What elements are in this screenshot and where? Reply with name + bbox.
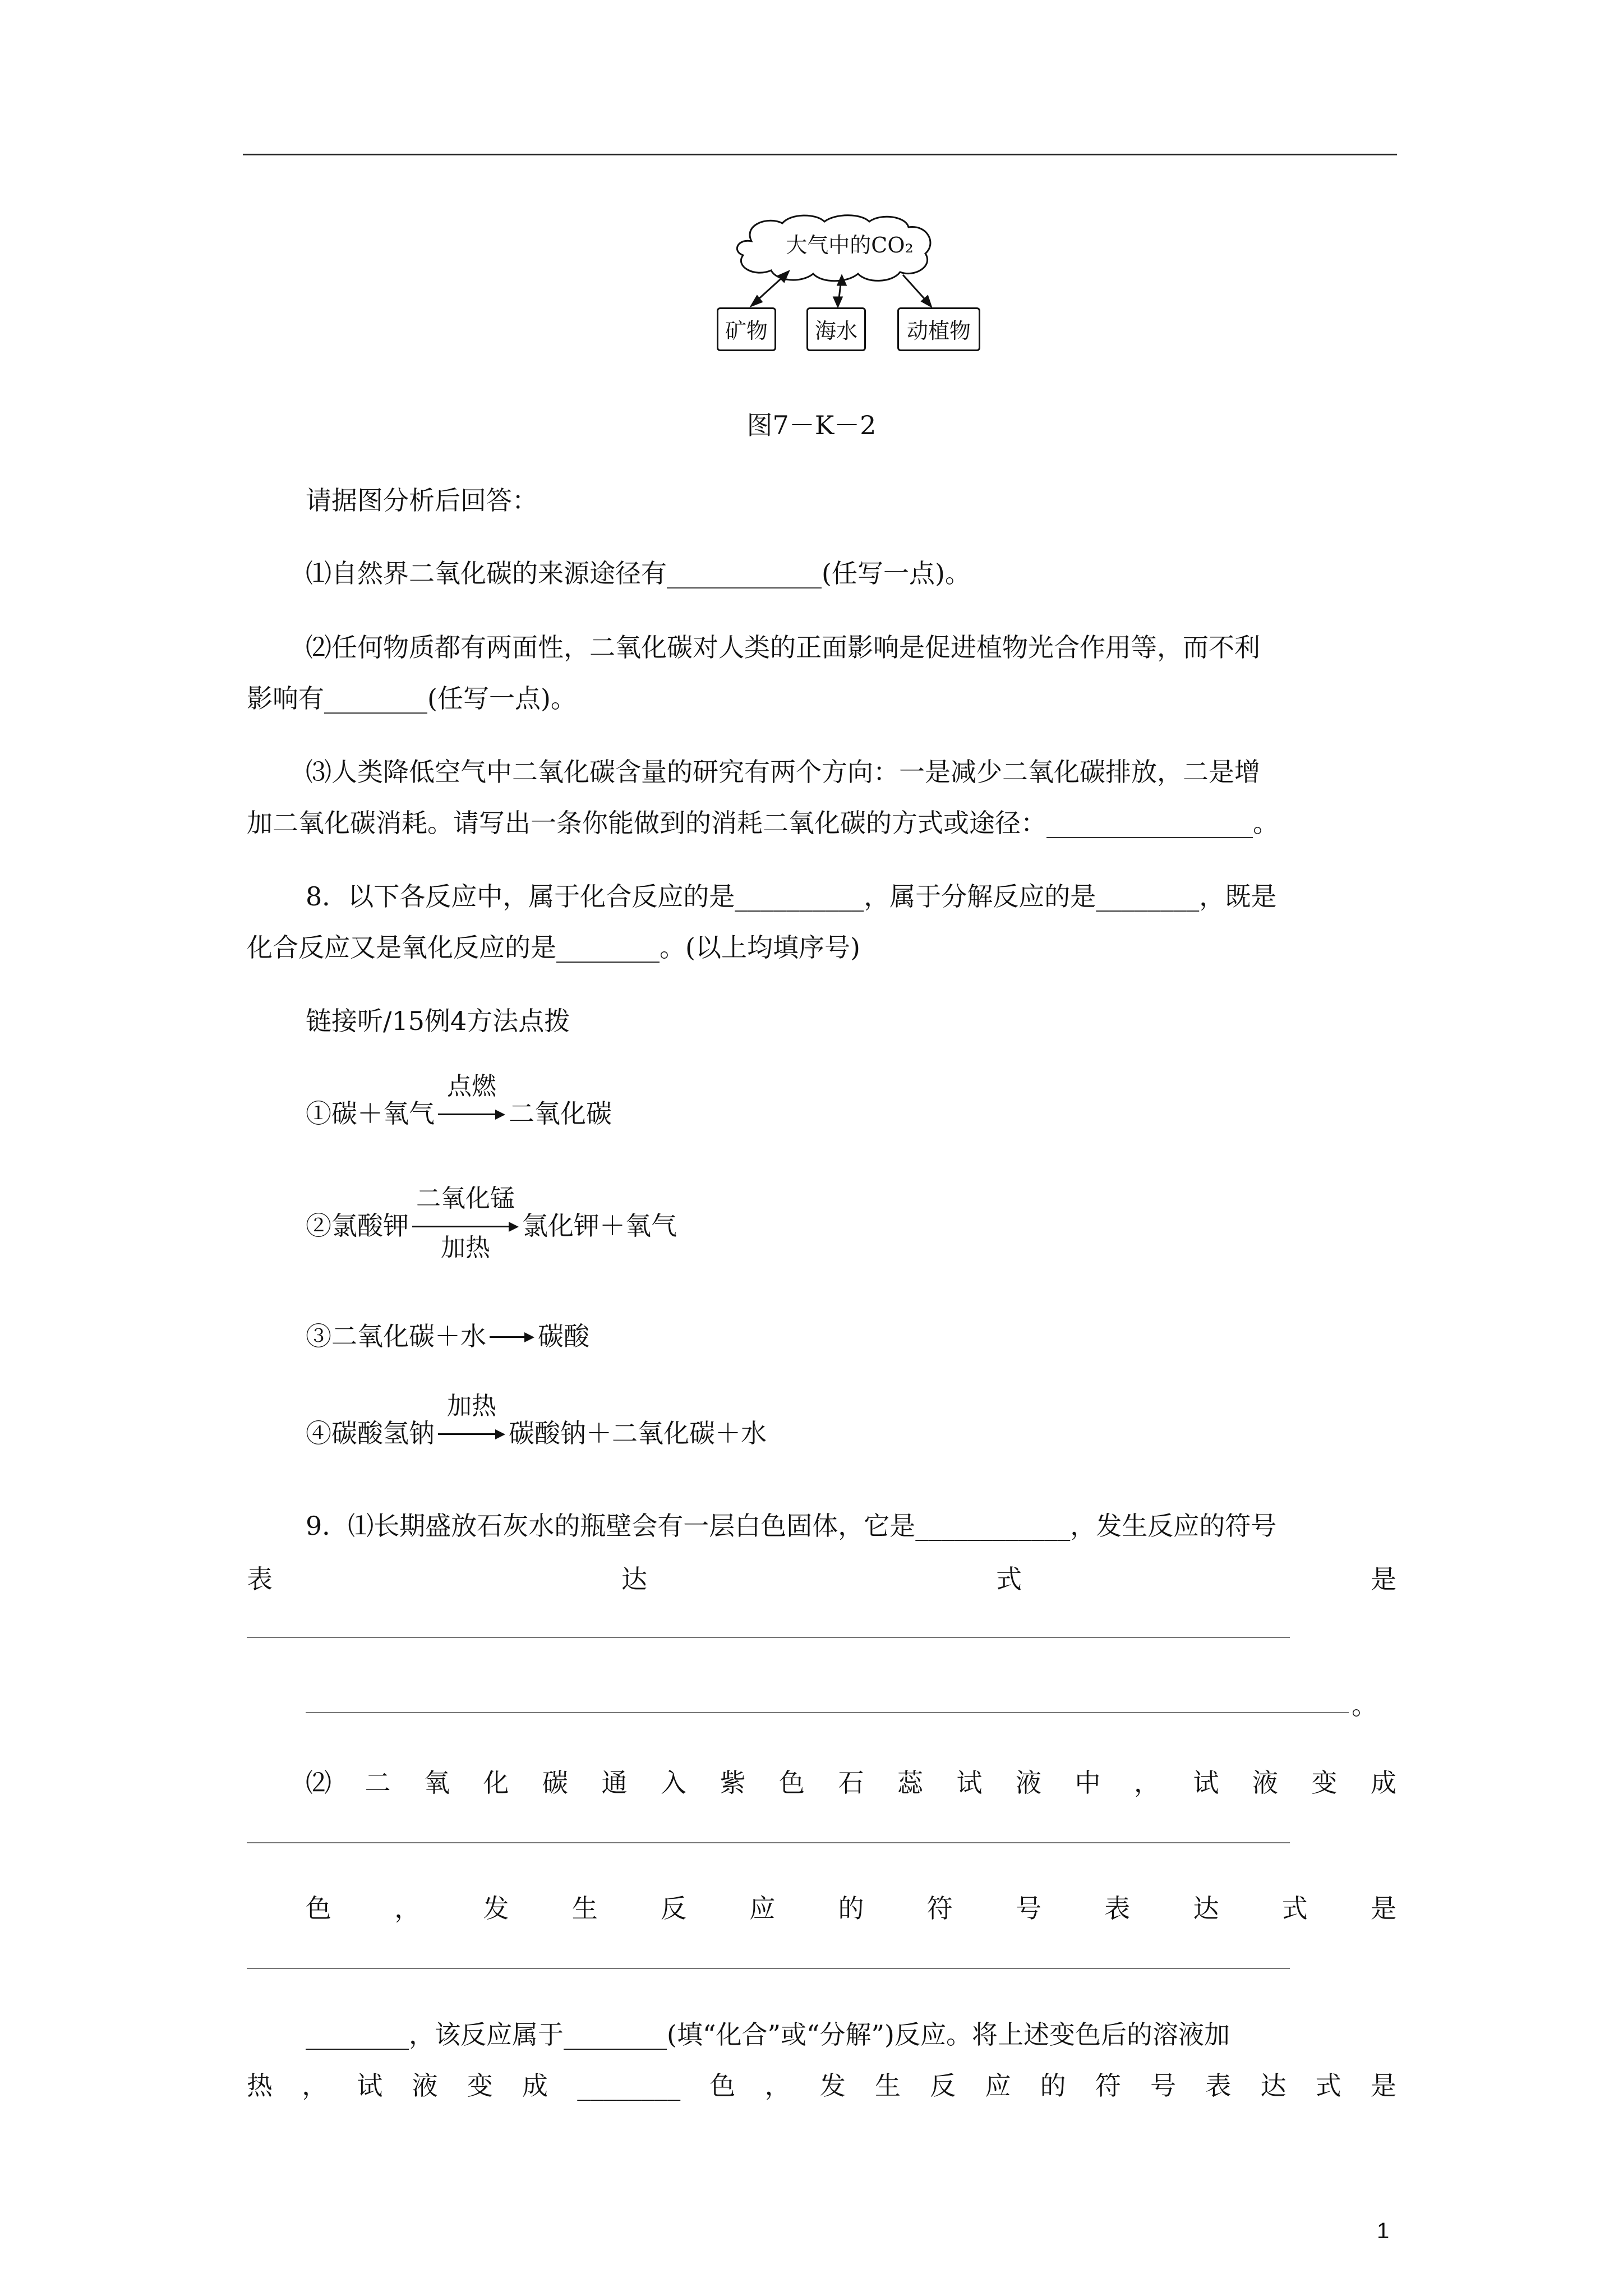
spread-char: 发	[819, 2070, 846, 2101]
diagram-box-seawater: 海水	[806, 307, 866, 351]
header-rule	[243, 154, 1397, 155]
q7-part2-line1: ⑵任何物质都有两面性，二氧化碳对人类的正面影响是促进植物光合作用等，而不利	[306, 632, 1260, 662]
q7-part3-line2: 加二氧化碳消耗。请写出一条你能做到的消耗二氧化碳的方式或途径：________________。	[247, 808, 1279, 838]
spread-char: 达	[621, 1564, 647, 1594]
spread-char: 生	[571, 1893, 598, 1924]
spread-char: 符	[926, 1893, 953, 1924]
reaction-left: ①碳＋氧气	[306, 1098, 435, 1129]
q7-part2-line2: 影响有________(任写一点)。	[247, 683, 577, 714]
spread-char: 生	[875, 2070, 901, 2101]
spread-char: 液	[1252, 1768, 1278, 1798]
diagram-center-label: 大气中的CO₂	[786, 233, 914, 257]
answer-blank-line	[247, 1842, 1290, 1843]
spread-char: 的	[838, 1893, 864, 1924]
reaction-right: 碳酸钠＋二氧化碳＋水	[509, 1418, 767, 1448]
spread-char: 液	[412, 2070, 438, 2101]
diagram-box-mineral: 矿物	[717, 307, 776, 351]
diagram-box-organisms: 动植物	[897, 307, 980, 351]
spread-char: 液	[1016, 1768, 1041, 1798]
spread-char: 是	[1371, 1564, 1396, 1594]
spread-char: 反	[661, 1893, 686, 1924]
page-number: 1	[1377, 2219, 1390, 2243]
figure-caption: 图7－K－2	[746, 410, 877, 440]
reaction-condition: 点燃	[447, 1072, 496, 1101]
spread-char: 氧	[424, 1768, 450, 1798]
q8-line1: 8．以下各反应中，属于化合反应的是__________，属于分解反应的是________，既是	[306, 881, 1277, 912]
spread-char: 蕊	[897, 1768, 923, 1798]
reaction-4	[306, 1392, 767, 1450]
spread-char: 紫	[720, 1768, 746, 1798]
spread-char: 入	[661, 1768, 686, 1798]
spread-char: 式	[1281, 1893, 1308, 1924]
spread-char: 色	[306, 1893, 331, 1924]
spread-char: 是	[1371, 1893, 1396, 1924]
spread-char: 反	[930, 2070, 956, 2101]
reaction-left: ④碳酸氢钠	[306, 1418, 435, 1448]
spread-char: 试	[956, 1768, 983, 1798]
reaction-right: 二氧化碳	[509, 1098, 612, 1129]
answer-blank-line	[247, 1637, 1290, 1638]
spread-char: 应	[985, 2070, 1011, 2101]
spread-char: 的	[1040, 2070, 1066, 2101]
spread-char: 符	[1095, 2070, 1121, 2101]
reaction-1	[306, 1072, 612, 1130]
spread-char: 二	[365, 1768, 391, 1798]
q8-link: 链接听/15例4方法点拨	[306, 1006, 570, 1036]
spread-char: 试	[1193, 1768, 1219, 1798]
reaction-condition: 加热	[447, 1392, 496, 1420]
spread-char: 碳	[542, 1768, 568, 1798]
q9-line1: 9．⑴长期盛放石灰水的瓶壁会有一层白色固体，它是____________，发生反应的符号	[306, 1511, 1277, 1541]
reaction-arrow	[438, 1072, 505, 1130]
answer-blank-line	[306, 1712, 1349, 1713]
q9-line2	[247, 1562, 1396, 1596]
q7-part1: ⑴自然界二氧化碳的来源途径有____________(任写一点)。	[306, 558, 971, 588]
reaction-condition: 加热	[441, 1234, 490, 1262]
spread-char: 中	[1075, 1768, 1101, 1798]
reaction-arrow	[438, 1392, 505, 1450]
intro-text: 请据图分析后回答：	[306, 485, 538, 516]
spread-char: 达	[1193, 1893, 1219, 1924]
spread-char: 化	[483, 1768, 509, 1798]
spread-char: 试	[357, 2070, 383, 2101]
spread-char: ________	[577, 2070, 681, 2101]
reaction-arrow	[412, 1184, 519, 1262]
spread-char: 成	[522, 2070, 548, 2101]
spread-char: 石	[838, 1768, 864, 1798]
q9-part2-line2	[306, 1892, 1396, 1925]
q9-part2-line1	[306, 1766, 1396, 1800]
spread-char: ，	[302, 2070, 328, 2101]
spread-char: 表	[1205, 2070, 1232, 2101]
reaction-3	[306, 1319, 589, 1353]
spread-char: 是	[1370, 2070, 1396, 2101]
spread-char: 表	[247, 1564, 273, 1594]
q9-part2-line3: ________，该反应属于________(填“化合”或“分解”)反应。将上述变色后的溶液加	[306, 2019, 1230, 2050]
spread-char: ，	[764, 2070, 791, 2101]
reaction-left: ③二氧化碳＋水	[306, 1321, 486, 1351]
spread-char: ，	[1134, 1768, 1160, 1798]
reaction-arrow	[490, 1319, 534, 1353]
spread-char: 号	[1016, 1893, 1041, 1924]
q9-part2-line4	[247, 2069, 1396, 2102]
spread-char: 达	[1260, 2070, 1287, 2101]
spread-char: 热	[247, 2070, 273, 2101]
q7-part3-line1: ⑶人类降低空气中二氧化碳含量的研究有两个方向：一是减少二氧化碳排放，二是增	[306, 757, 1260, 787]
reaction-right: 碳酸	[538, 1321, 589, 1351]
reaction-right: 氯化钾＋氧气	[522, 1211, 677, 1241]
reaction-left: ②氯酸钾	[306, 1211, 409, 1241]
spread-char: 式	[1315, 2070, 1341, 2101]
spread-char: 号	[1150, 2070, 1177, 2101]
spread-char: 表	[1104, 1893, 1131, 1924]
period-mark: 。	[1352, 1690, 1377, 1720]
spread-char: 发	[483, 1893, 509, 1924]
spread-char: 变	[1311, 1768, 1338, 1798]
answer-blank-line	[247, 1968, 1290, 1969]
spread-char: 色	[779, 1768, 805, 1798]
spread-char: 应	[749, 1893, 776, 1924]
q8-line2: 化合反应又是氧化反应的是________。(以上均填序号)	[247, 932, 860, 963]
spread-char: 式	[996, 1564, 1022, 1594]
spread-char: 色	[709, 2070, 736, 2101]
spread-char: ，	[394, 1893, 421, 1924]
spread-char: 变	[467, 2070, 493, 2101]
carbon-cycle-diagram	[712, 213, 981, 370]
reaction-catalyst: 二氧化锰	[416, 1184, 515, 1213]
reaction-2	[306, 1184, 677, 1262]
spread-char: ⑵	[306, 1768, 331, 1798]
spread-char: 成	[1371, 1768, 1396, 1798]
spread-char: 通	[601, 1768, 628, 1798]
